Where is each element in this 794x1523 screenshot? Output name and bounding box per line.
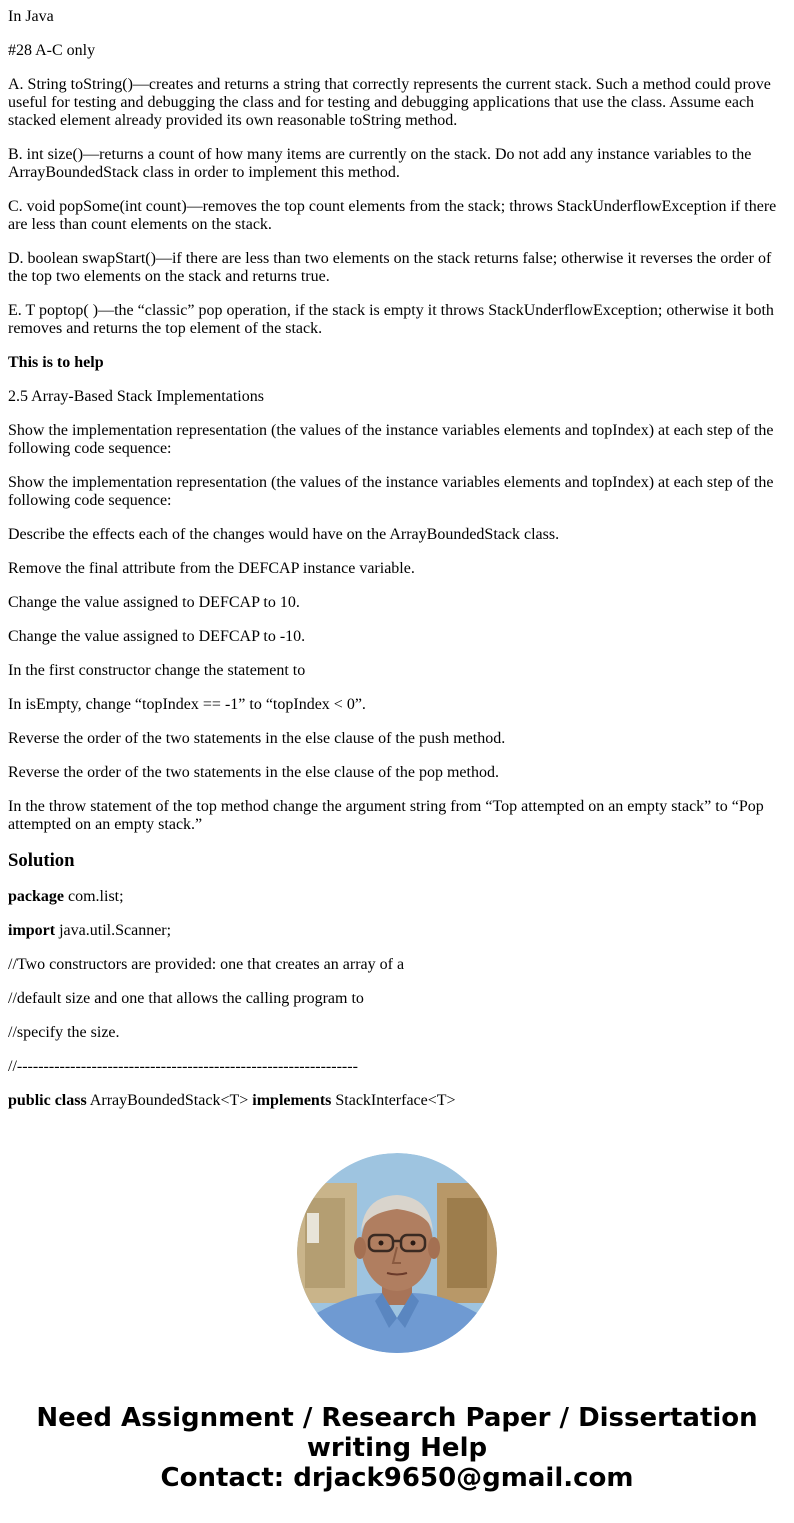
help-paragraph: In isEmpty, change “topIndex == -1” to “topIndex < 0”. [8, 696, 366, 713]
code-comment-divider: //---------------------------------------------------------------- [8, 1058, 358, 1075]
code-comment: //default size and one that allows the calling program to [8, 990, 364, 1007]
package-keyword: package [8, 888, 64, 905]
promo-line-1: Need Assignment / Research Paper / Dissertation [36, 1403, 758, 1433]
help-paragraph: Change the value assigned to DEFCAP to 10. [8, 594, 300, 611]
public-class-keyword: public class [8, 1092, 87, 1109]
import-name: java.util.Scanner; [55, 922, 172, 939]
code-package-line [8, 888, 786, 906]
document-body [8, 8, 786, 1126]
question-scope: #28 A-C only [8, 42, 96, 59]
promo-contact: Contact: drjack9650@gmail.com [160, 1463, 634, 1493]
code-class-declaration [8, 1092, 786, 1110]
help-section-title: 2.5 Array-Based Stack Implementations [8, 388, 264, 405]
solution-heading: Solution [8, 850, 75, 871]
help-paragraph: Reverse the order of the two statements in the else clause of the push method. [8, 730, 506, 747]
help-paragraph: Describe the effects each of the changes would have on the ArrayBoundedStack class. [8, 526, 560, 543]
help-heading: This is to help [8, 354, 104, 371]
interface-name: StackInterface<T> [331, 1092, 456, 1109]
question-item-a: A. String toString()—creates and returns a string that correctly represents the current stack. Such a method could prove useful for testing and debugging the class and for testing and debugging applications that use the class. Assume each stacked element already provided its own reasonable toString method. [8, 76, 771, 129]
class-name: ArrayBoundedStack<T> [86, 1092, 253, 1109]
code-comment: //specify the size. [8, 1024, 120, 1041]
question-item-b: B. int size()—returns a count of how many items are currently on the stack. Do not add any instance variables to the ArrayBoundedStack class in order to implement this method. [8, 146, 752, 181]
help-paragraph: Change the value assigned to DEFCAP to -10. [8, 628, 306, 645]
promo-footer [0, 1403, 794, 1493]
help-paragraph: Show the implementation representation (the values of the instance variables elements and topIndex) at each step of the following code sequence: [8, 474, 774, 509]
question-language: In Java [8, 8, 54, 25]
promo-line-2: writing Help [306, 1433, 488, 1463]
help-paragraph: Show the implementation representation (the values of the instance variables elements and topIndex) at each step of the following code sequence: [8, 422, 774, 457]
author-avatar [297, 1153, 497, 1353]
code-import-line [8, 922, 786, 940]
help-paragraph: In the throw statement of the top method change the argument string from “Top attempted on an empty stack” to “Pop attempted on an empty stack.” [8, 798, 764, 833]
implements-keyword: implements [252, 1092, 332, 1109]
question-item-e: E. T poptop( )—the “classic” pop operation, if the stack is empty it throws StackUnderflowException; otherwise it both removes and returns the top element of the stack. [8, 302, 774, 337]
help-paragraph: Reverse the order of the two statements in the else clause of the pop method. [8, 764, 499, 781]
question-item-d: D. boolean swapStart()—if there are less than two elements on the stack returns false; otherwise it reverses the order of the top two elements on the stack and returns true. [8, 250, 772, 285]
question-item-c: C. void popSome(int count)—removes the top count elements from the stack; throws StackUnderflowException if there are less than count elements on the stack. [8, 198, 777, 233]
author-photo-illustration [297, 1153, 497, 1353]
help-paragraph: Remove the final attribute from the DEFCAP instance variable. [8, 560, 415, 577]
package-name: com.list; [64, 888, 124, 905]
import-keyword: import [8, 922, 56, 939]
help-paragraph: In the first constructor change the statement to [8, 662, 306, 679]
code-comment: //Two constructors are provided: one that creates an array of a [8, 956, 405, 973]
